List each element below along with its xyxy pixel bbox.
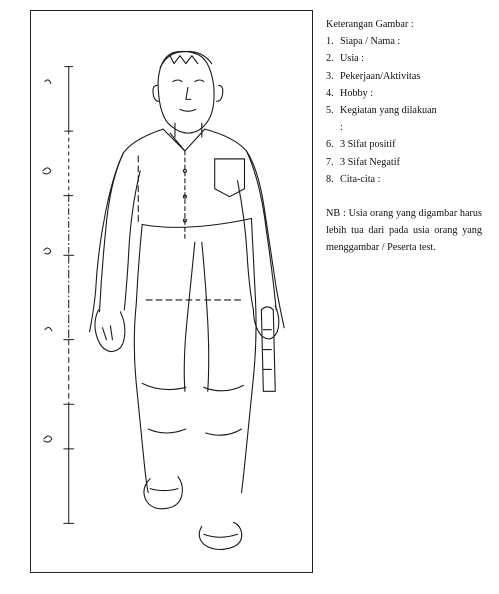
head-outline: [153, 51, 223, 133]
shoes: [144, 477, 242, 550]
item-text: 3 Sifat Negatif: [340, 156, 400, 168]
item-text: Hobby :: [340, 87, 374, 99]
item-number: 8.: [326, 173, 334, 185]
list-item: [326, 50, 482, 67]
item-text: Siapa / Nama :: [340, 36, 401, 48]
list-item: [326, 102, 482, 119]
item-number: 4.: [326, 87, 334, 99]
item-number: 7.: [326, 156, 334, 168]
left-arm: [95, 153, 140, 352]
list-item: [326, 154, 482, 171]
item-text: Pekerjaan/Aktivitas: [340, 70, 421, 82]
item-text: :: [340, 122, 343, 134]
item-number: 2.: [326, 53, 334, 65]
item-text: Usia :: [340, 53, 365, 65]
item-number: 6.: [326, 139, 334, 151]
item-number: 1.: [326, 36, 334, 48]
item-text: 3 Sifat positif: [340, 139, 396, 151]
caption-title: Keterangan Gambar :: [326, 19, 414, 30]
trousers: [134, 219, 256, 493]
person-line-drawing: [31, 11, 312, 572]
drawing-frame: [30, 10, 313, 573]
shirt: [90, 129, 285, 332]
list-item: [326, 136, 482, 153]
item-number: 3.: [326, 70, 334, 82]
item-text: Kegiatan yang dilakuan: [340, 105, 437, 117]
measurement-scale: [43, 67, 74, 524]
item-number: [326, 119, 340, 136]
right-arm: [238, 151, 279, 391]
collar: [163, 123, 205, 151]
caption-list: [326, 33, 482, 188]
list-item: [326, 119, 482, 136]
list-item: [326, 33, 482, 50]
list-item: [326, 171, 482, 188]
item-text: Cita-cita :: [340, 173, 381, 185]
caption-panel: [326, 16, 482, 267]
note-text: NB : Usia orang yang digambar harus lebih tua dari pada usia orang yang menggambar / Peserta test.: [326, 208, 482, 254]
item-number: 5.: [326, 105, 334, 117]
list-item: [326, 68, 482, 85]
list-item: [326, 85, 482, 102]
